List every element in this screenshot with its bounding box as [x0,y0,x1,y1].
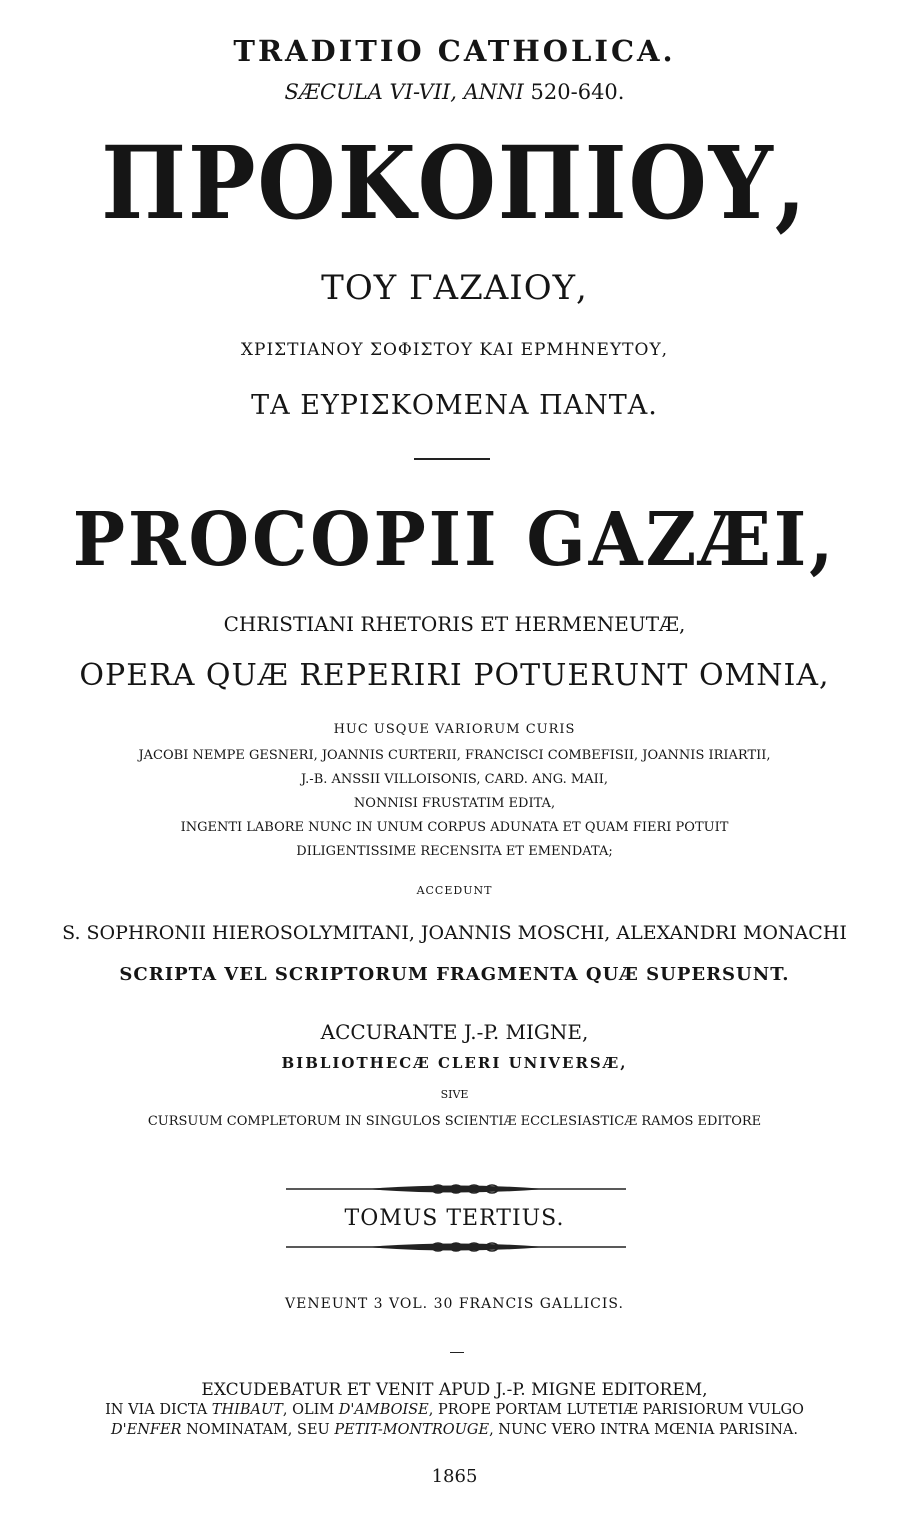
latin-epithet: CHRISTIANI RHETORIS ET HERMENEUTÆ, [223,612,686,636]
imprint-line-3 [0,1422,909,1438]
imprint-2c: , OLIM [282,1402,339,1418]
imprint-line-2 [0,1402,909,1418]
portam-denfer: D'ENFER [111,1422,182,1438]
imprint-2a: IN VIA DICTA [105,1402,212,1418]
fragments-line: SCRIPTA VEL SCRIPTORUM FRAGMENTA QUÆ SUPERSUNT. [119,964,790,985]
imprint-3d: , NUNC VERO INTRA MŒNIA PARISINA. [489,1422,798,1438]
bibliotheca-line: BIBLIOTHECÆ CLERI UNIVERSÆ, [281,1054,628,1072]
petit-montrouge: PETIT-MONTROUGE [334,1422,490,1438]
street-thibaut: THIBAUT [211,1402,283,1418]
tiny-divider [450,1352,464,1353]
accedunt-label: ACCEDUNT [416,884,493,897]
sive-label: SIVE [440,1088,469,1101]
editor-line: ACCURANTE J.-P. MIGNE, [320,1020,589,1044]
publication-year: 1865 [431,1466,478,1487]
latin-author-title: PROCOPII GAZÆI, [72,497,837,583]
short-divider [414,458,490,460]
greek-works: ΤΑ ΕΥΡΙΣΚΟΜΕΝΑ ΠΑΝΤΑ. [251,390,658,421]
latin-works: OPERA QUÆ REPERIRI POTUERUNT OMNIA, [79,658,830,693]
series-title: TRADITIO CATHOLICA. [233,34,676,68]
imprint-3b: NOMINATAM, SEU [181,1422,335,1438]
text-line-4: NONNISI FRUSTATIM EDITA, [353,796,556,811]
greek-epithet: ΧΡΙΣΤΙΑΝΟΥ ΣΟΦΙΣΤΟΥ ΚΑΙ ΕΡΜΗΝΕΥΤΟΥ, [240,340,669,360]
text-line-3: J.-B. ANSSII VILLOISONIS, CARD. ANG. MAII, [300,772,609,787]
text-line-6: DILIGENTISSIME RECENSITA ET EMENDATA; [296,844,613,859]
volume-number: TOMUS TERTIUS. [344,1206,565,1231]
imprint-line-1: EXCUDEBATUR ET VENIT APUD J.-P. MIGNE EDITOREM, [201,1380,708,1400]
imprint-2e: , PROPE PORTAM LUTETIÆ PARISIORUM VULGO [428,1402,804,1418]
additional-authors: S. SOPHRONII HIEROSOLYMITANI, JOANNIS MOSCHI, ALEXANDRI MONACHI [62,922,847,944]
greek-author-title: ΠΡΟΚΟΠΙΟΥ, [101,124,808,242]
price-line: VENEUNT 3 VOL. 30 FRANCIS GALLICIS. [285,1296,624,1312]
text-line-2: JACOBI NEMPE GESNERI, JOANNIS CURTERII, FRANCISCI COMBEFISII, JOANNIS IRIARTII, [138,748,771,763]
ornamental-rule-top [286,1182,626,1196]
text-line-5: INGENTI LABORE NUNC IN UNUM CORPUS ADUNATA ET QUAM FIERI POTUIT [180,820,729,835]
street-damboise: D'AMBOISE [338,1402,429,1418]
ornamental-rule-bottom [286,1240,626,1254]
cursuum-line: CURSUUM COMPLETORUM IN SINGULOS SCIENTIÆ ECCLESIASTICÆ RAMOS EDITORE [147,1114,762,1129]
greek-of-gaza: ΤΟΥ ΓΑΖΑΙΟΥ, [321,268,588,308]
text-line-1: HUC USQUE VARIORUM CURIS [333,722,576,737]
period-label: SÆCULA VI-VII, ANNI [284,80,524,104]
period-years: 520-640. [530,80,625,104]
period-line [0,80,909,104]
